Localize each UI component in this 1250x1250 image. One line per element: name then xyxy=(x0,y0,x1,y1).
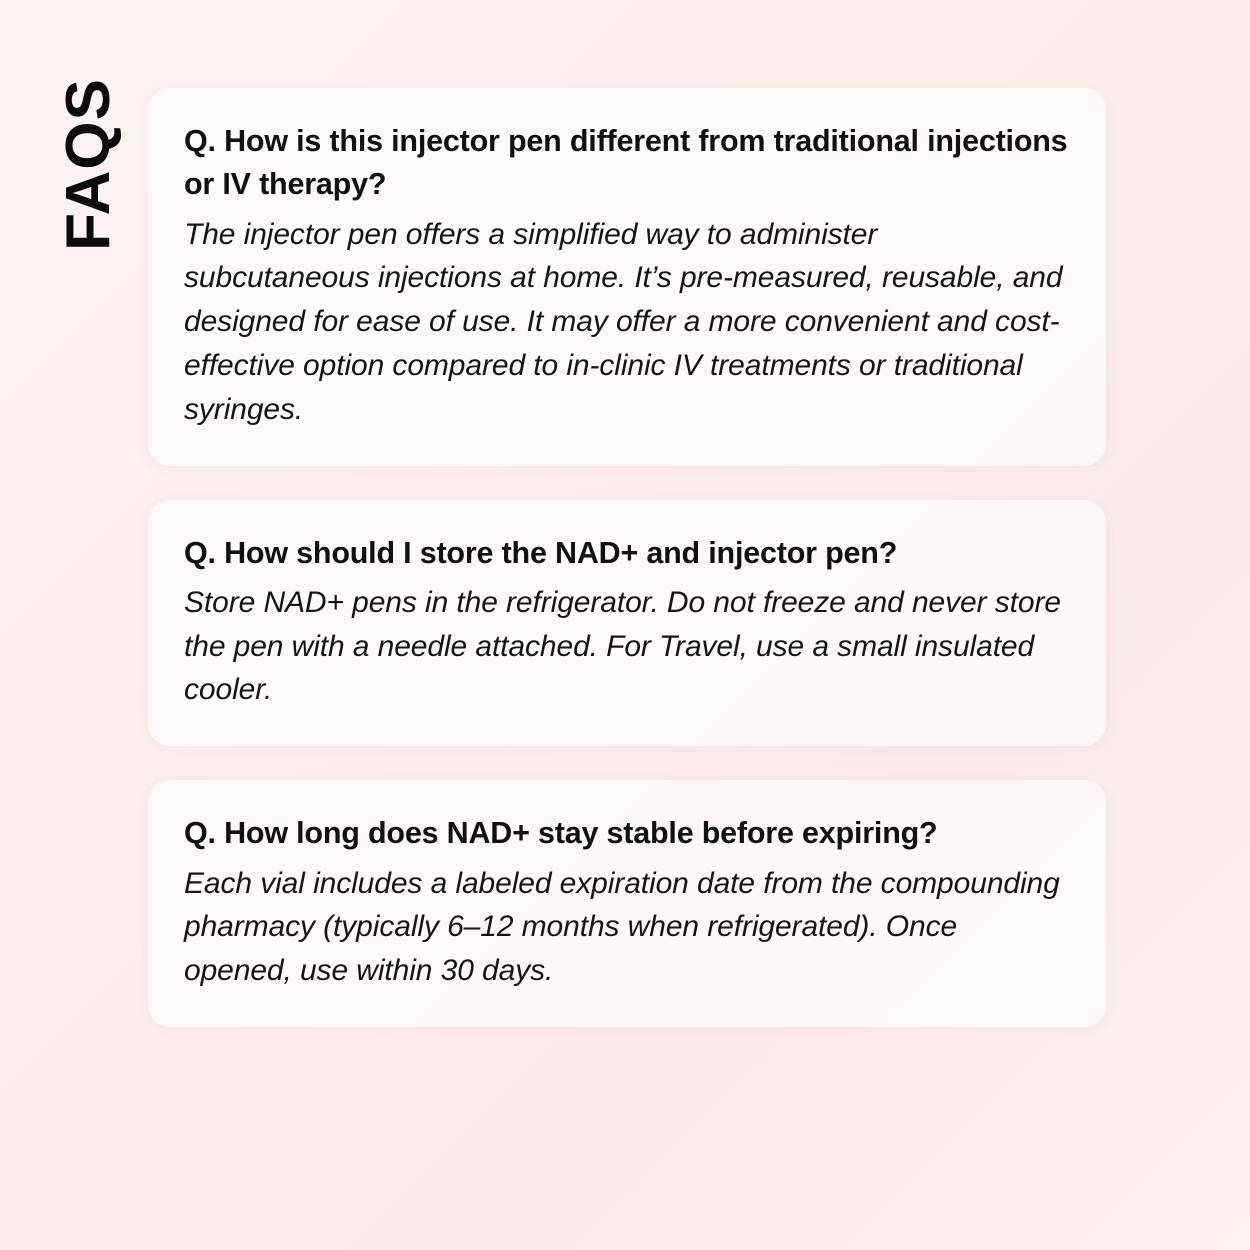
faq-item[interactable] xyxy=(148,500,1106,747)
section-label-text: FAQS xyxy=(54,78,123,251)
faq-list xyxy=(148,88,1106,1027)
faq-answer: Each vial includes a labeled expiration date from the compounding pharmacy (typically 6–12 months when refrigerated). Once opened, use within 30 days. xyxy=(184,866,1060,988)
faq-answer: The injector pen offers a simplified way to administer subcutaneous injections at home. It’s pre-measured, reusable, and designed for ease of use. It may offer a more convenient and cost-effective option compared to in-clinic IV treatments or traditional syringes. xyxy=(184,217,1063,426)
section-label xyxy=(44,78,134,318)
faq-question: Q. How long does NAD+ stay stable before expiring? xyxy=(184,816,938,851)
faq-answer: Store NAD+ pens in the refrigerator. Do not freeze and never store the pen with a needle attached. For Travel, use a small insulated cooler. xyxy=(184,585,1061,707)
faq-question: Q. How is this injector pen different from traditional injections or IV therapy? xyxy=(184,124,1068,202)
faq-item[interactable] xyxy=(148,780,1106,1027)
faq-question: Q. How should I store the NAD+ and injector pen? xyxy=(184,535,898,570)
faq-item[interactable] xyxy=(148,88,1106,466)
